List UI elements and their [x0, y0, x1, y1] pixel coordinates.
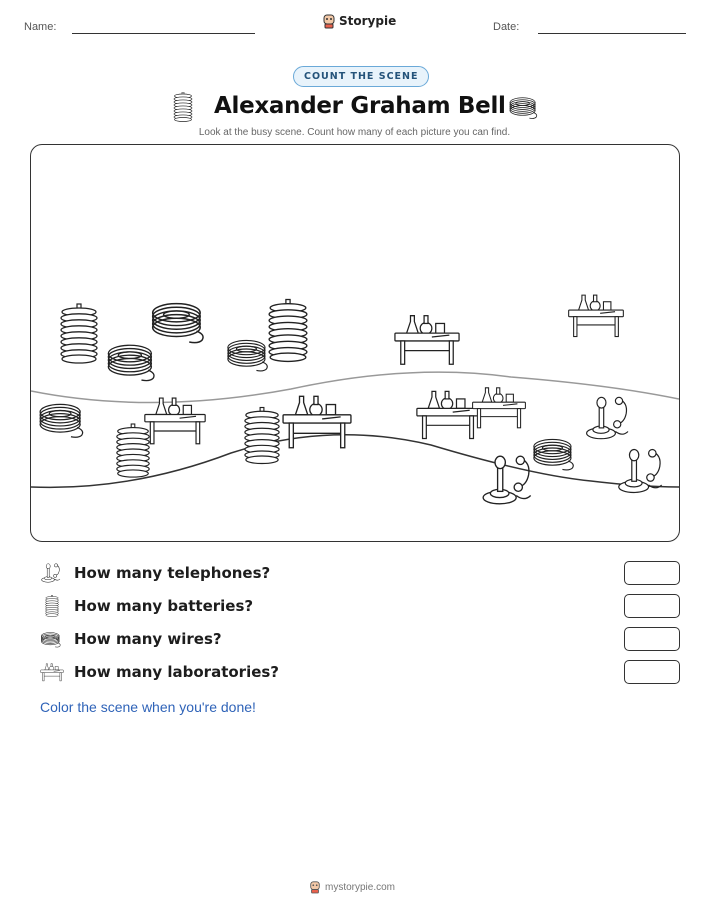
- brand-name: Storypie: [339, 14, 397, 28]
- laboratory-table-icon: [473, 388, 526, 428]
- question-batteries: How many batteries?: [74, 597, 254, 615]
- laboratory-table-icon: [283, 396, 351, 447]
- name-label: Name:: [24, 21, 57, 33]
- wire-coil-icon: [508, 94, 542, 120]
- laboratory-table-icon: [417, 391, 479, 438]
- answer-box-telephones[interactable]: [624, 561, 680, 585]
- color-instruction: Color the scene when you're done!: [40, 699, 256, 715]
- battery-icon: [269, 300, 307, 362]
- battery-icon: [172, 92, 194, 122]
- count-scene: [30, 144, 680, 542]
- footer-brand: [309, 880, 395, 894]
- footer-url[interactable]: mystorypie.com: [325, 881, 396, 893]
- battery-icon: [61, 304, 97, 363]
- wire-coil-icon: [534, 439, 573, 469]
- question-row: [40, 659, 680, 685]
- storypie-mascot-icon: [322, 13, 336, 29]
- answer-box-laboratories[interactable]: [624, 660, 680, 684]
- telephone-icon: [40, 562, 64, 584]
- answer-box-wires[interactable]: [624, 627, 680, 651]
- question-row: [40, 626, 680, 652]
- scene-illustration: [31, 145, 679, 541]
- telephone-icon: [587, 397, 628, 438]
- count-the-scene-badge: COUNT THE SCENE: [293, 66, 429, 87]
- storypie-mascot-icon: [309, 880, 321, 894]
- page-title: Alexander Graham Bell: [214, 93, 506, 119]
- back-hill-line: [31, 372, 679, 402]
- laboratory-table-icon: [40, 661, 64, 683]
- question-row: [40, 560, 680, 586]
- question-telephones: How many telephones?: [74, 564, 271, 582]
- laboratory-table-icon: [395, 316, 459, 365]
- wire-coil-icon: [153, 304, 203, 343]
- date-line[interactable]: [538, 33, 686, 34]
- answer-box-batteries[interactable]: [624, 594, 680, 618]
- telephone-icon: [483, 456, 531, 504]
- wire-coil-icon: [228, 340, 267, 370]
- question-laboratories: How many laboratories?: [74, 663, 280, 681]
- name-line[interactable]: [72, 33, 255, 34]
- wire-coil-icon: [108, 345, 154, 380]
- page-subtitle: Look at the busy scene. Count how many of each picture you can find.: [198, 127, 511, 138]
- battery-icon: [117, 424, 149, 477]
- wire-coil-icon: [40, 628, 64, 650]
- battery-icon: [245, 408, 279, 464]
- question-wires: How many wires?: [74, 630, 222, 648]
- laboratory-table-icon: [569, 295, 624, 336]
- wire-coil-icon: [40, 404, 83, 437]
- battery-icon: [40, 595, 64, 617]
- brand-logo: [322, 13, 396, 29]
- question-row: [40, 593, 680, 619]
- date-label: Date:: [493, 21, 520, 33]
- laboratory-table-icon: [145, 398, 205, 444]
- questions-list: [40, 560, 680, 685]
